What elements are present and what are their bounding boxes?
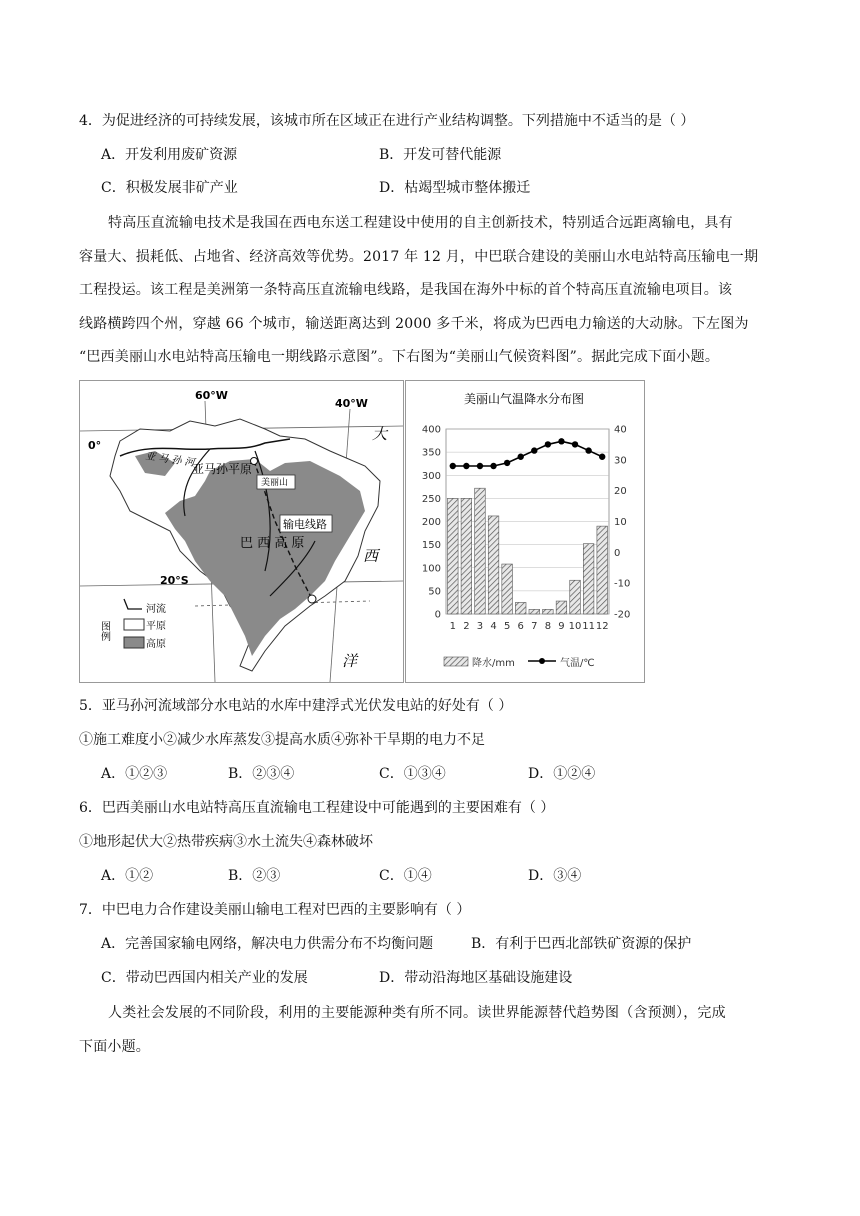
- q7-option-b: B．有利于巴西北部铁矿资源的保护: [471, 936, 692, 952]
- q7-option-c: C．带动巴西国内相关产业的发展: [101, 970, 308, 986]
- right-tick-label: 10: [614, 517, 627, 528]
- left-tick-label: 0: [434, 609, 441, 621]
- x-tick-label: 1: [449, 621, 456, 632]
- q4-option-c: C．积极发展非矿产业: [101, 180, 238, 196]
- x-tick-label: 8: [544, 621, 552, 632]
- x-tick-label: 6: [517, 621, 524, 632]
- x-tick-label: 3: [476, 621, 484, 632]
- right-tick-label: -10: [614, 578, 631, 590]
- label-amazon-plain: 亚马孙平原: [192, 462, 253, 476]
- passage-2-line: 下面小题。: [79, 1038, 150, 1055]
- label-40w: 40°W: [335, 397, 368, 410]
- right-tick-label: 40: [614, 424, 627, 436]
- temperature-line: [453, 441, 602, 466]
- x-tick-label: 4: [490, 621, 497, 632]
- legend-precip-label: 降水/mm: [472, 658, 515, 669]
- left-tick-label: 50: [428, 586, 441, 598]
- left-tick-label: 300: [421, 470, 441, 482]
- passage-1-line: 特高压直流输电技术是我国在西电东送工程建设中使用的自主创新技术，特别适合远距离输电，具有: [108, 215, 733, 231]
- legend-plain-swatch: [124, 619, 144, 630]
- right-tick-label: 30: [614, 455, 627, 467]
- precipitation-bar: [448, 498, 459, 614]
- legend-temp-label: 气温/℃: [560, 658, 595, 669]
- left-tick-label: 200: [421, 517, 441, 528]
- label-equator: 0°: [88, 439, 102, 452]
- precipitation-bar: [597, 526, 608, 614]
- q5-stem: 5．亚马孙河流域部分水电站的水库中建浮式光伏发电站的好处有（ ）: [79, 698, 513, 714]
- q4-option-b: B．开发可替代能源: [379, 147, 502, 163]
- x-tick-label: 9: [558, 621, 565, 632]
- left-tick-label: 400: [421, 424, 441, 436]
- precipitation-bar: [488, 516, 499, 614]
- precipitation-bar: [515, 602, 526, 614]
- q6-option-c: C．①④: [379, 868, 432, 884]
- label-city: 美丽山: [261, 478, 289, 488]
- x-tick-label: 10: [568, 621, 582, 632]
- temperature-point: [585, 447, 591, 453]
- label-ocean-2: 西: [363, 547, 379, 565]
- precipitation-bar: [461, 498, 472, 614]
- q6-items: ①地形起伏大②热带疾病③水土流失④森林破坏: [79, 834, 373, 850]
- q5-items: ①施工难度小②减少水库蒸发③提高水质④弥补干旱期的电力不足: [79, 732, 485, 748]
- chart-title: 美丽山气温降水分布图: [463, 392, 585, 406]
- legend-plateau-label: 高原: [146, 639, 166, 650]
- label-60w: 60°W: [195, 389, 228, 402]
- q5-option-b: B．②③④: [228, 766, 295, 782]
- legend-temp-marker: [539, 658, 545, 664]
- q7-stem: 7．中巴电力合作建设美丽山输电工程对巴西的主要影响有（ ）: [79, 902, 471, 918]
- endpoint-marker: [308, 595, 316, 603]
- label-amazon-river: 亚 马 孙 河: [144, 451, 196, 469]
- temperature-point: [477, 463, 483, 469]
- legend-river-label: 河流: [146, 604, 166, 615]
- legend-plateau-swatch: [124, 637, 144, 648]
- label-tropic: 20°S: [160, 574, 189, 587]
- q4-option-a: A．开发利用废矿资源: [101, 147, 238, 163]
- passage-1-line: 线路横跨四个州，穿越 66 个城市，输送距离达到 2000 多千米，将成为巴西电力输送的大动脉。下左图为: [79, 315, 749, 332]
- label-ocean-1: 大: [372, 425, 388, 443]
- right-tick-label: 0: [614, 547, 621, 559]
- precipitation-bar: [543, 609, 554, 614]
- q6-option-d: D．③④: [528, 868, 582, 884]
- passage-1-line: 容量大、损耗低、占地省、经济高效等优势。2017 年 12 月，中巴联合建设的美丽山水电站特高压输电一期: [79, 248, 759, 265]
- climate-chart: [405, 380, 645, 683]
- passage-1: [79, 207, 779, 375]
- temperature-point: [599, 454, 605, 460]
- x-tick-label: 7: [531, 621, 538, 632]
- x-tick-label: 11: [582, 621, 595, 632]
- precipitation-bar: [502, 564, 513, 614]
- legend-precip-swatch: [444, 657, 468, 666]
- precipitation-bar: [556, 601, 567, 614]
- precipitation-bar: [583, 544, 594, 614]
- right-tick-label: 20: [614, 486, 627, 498]
- temperature-point: [545, 441, 551, 447]
- q5-option-c: C．①③④: [379, 766, 446, 782]
- temperature-point: [463, 463, 469, 469]
- q7-option-a: A．完善国家输电网络，解决电力供需分布不均衡问题: [101, 936, 434, 952]
- x-tick-label: 2: [463, 621, 470, 632]
- x-tick-label: 12: [595, 621, 609, 632]
- label-brazil-plateau: 巴 西 高 原: [240, 536, 305, 551]
- q4-option-d: D．枯竭型城市整体搬迁: [379, 180, 531, 196]
- q6-option-a: A．①②: [101, 868, 154, 884]
- precipitation-bar: [475, 488, 486, 614]
- left-tick-label: 250: [421, 493, 441, 505]
- temperature-point: [518, 454, 524, 460]
- legend-title: 图例: [98, 621, 110, 641]
- passage-1-line: “巴西美丽山水电站特高压输电一期线路示意图”。下右图为“美丽山气候资料图”。据此完成下面小题。: [79, 349, 720, 365]
- precipitation-bar: [529, 609, 540, 614]
- brazil-transmission-map: [79, 380, 404, 683]
- q4-stem: 4．为促进经济的可持续发展，该城市所在区域正在进行产业结构调整。下列措施中不适当的是（ ）: [79, 113, 695, 129]
- right-tick-label: -20: [614, 609, 631, 621]
- q7-option-d: D．带动沿海地区基础设施建设: [379, 970, 573, 986]
- left-tick-label: 350: [421, 447, 441, 459]
- temperature-point: [490, 463, 496, 469]
- q6-stem: 6．巴西美丽山水电站特高压直流输电工程建设中可能遇到的主要困难有（ ）: [79, 800, 555, 816]
- passage-2-line: 人类社会发展的不同阶段，利用的主要能源种类有所不同。读世界能源替代趋势图（含预测），完成: [108, 1005, 726, 1021]
- precipitation-bar: [570, 580, 581, 614]
- q5-option-a: A．①②③: [101, 766, 168, 782]
- temperature-point: [450, 463, 456, 469]
- temperature-point: [504, 460, 510, 466]
- passage-1-line: 工程投运。该工程是美洲第一条特高压直流输电线路，是我国在海外中标的首个特高压直流输电项目。该: [79, 282, 733, 298]
- legend-river-swatch: [124, 599, 142, 609]
- label-transmission: 输电线路: [283, 518, 327, 531]
- q6-option-b: B．②③: [228, 868, 281, 884]
- temperature-point: [558, 438, 564, 444]
- temperature-point: [531, 447, 537, 453]
- x-tick-label: 5: [503, 621, 511, 632]
- legend-plain-label: 平原: [146, 621, 166, 632]
- map-svg: [80, 381, 403, 682]
- q5-option-d: D．①②④: [528, 766, 596, 782]
- passage-2: [79, 997, 779, 1064]
- climate-chart-svg: [406, 381, 644, 682]
- left-tick-label: 100: [421, 563, 441, 575]
- left-tick-label: 150: [421, 540, 441, 552]
- label-ocean-3: 洋: [342, 652, 358, 670]
- temperature-point: [572, 441, 578, 447]
